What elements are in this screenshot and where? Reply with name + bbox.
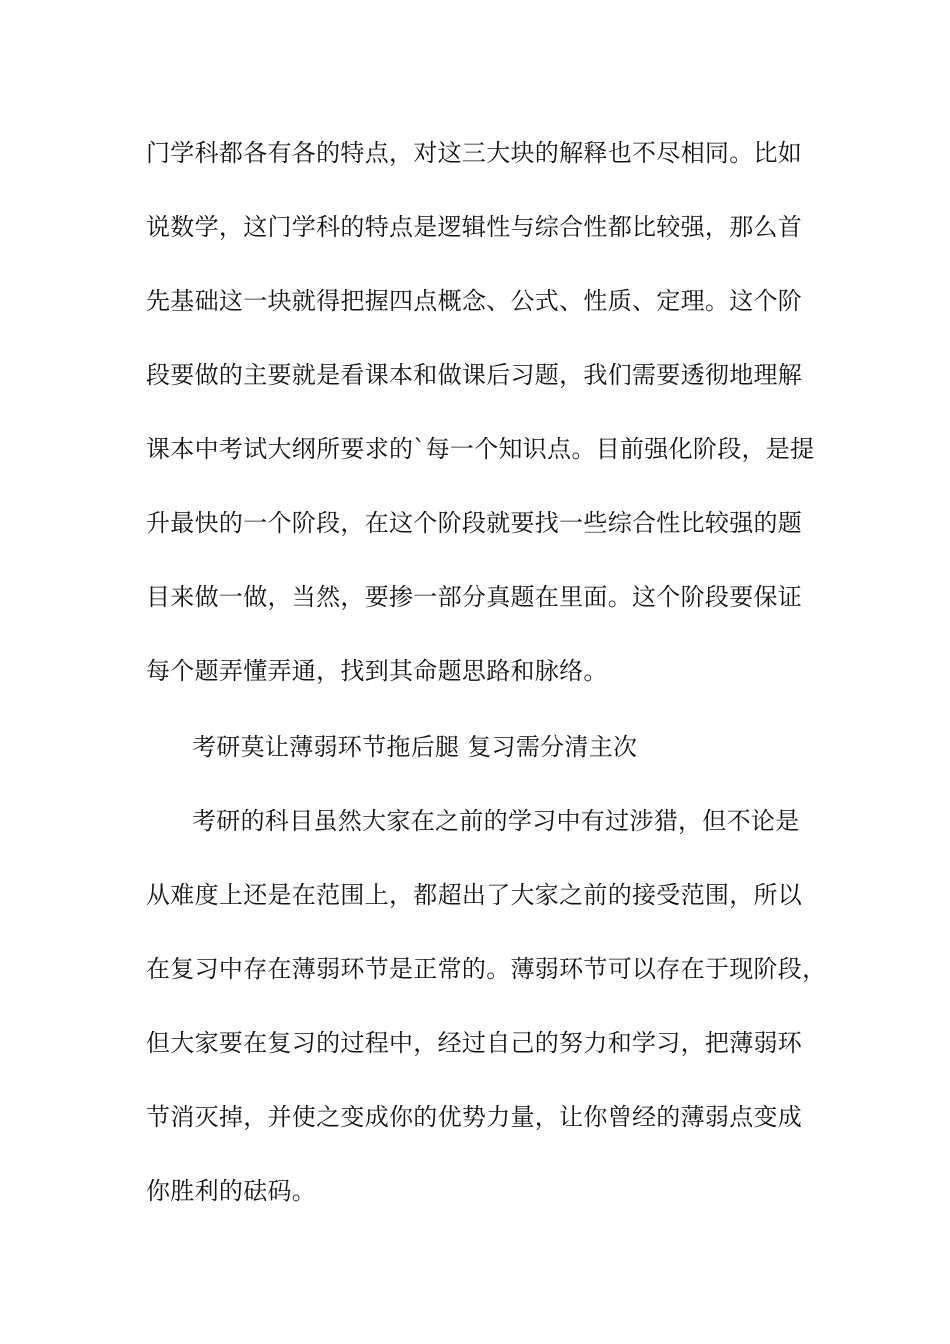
paragraph-2-line-5: 节消灭掉，并使之变成你的优势力量，让你曾经的薄弱点变成 (146, 1103, 803, 1131)
paragraph-2-line-4: 但大家要在复习的过程中，经过自己的努力和学习，把薄弱环 (146, 1029, 803, 1057)
section-heading: 考研莫让薄弱环节拖后腿 复习需分清主次 (192, 733, 638, 761)
paragraph-2-line-3: 在复习中存在薄弱环节是正常的。薄弱环节可以存在于现阶段， (146, 955, 827, 983)
paragraph-1-line-1: 门学科都各有各的特点，对这三大块的解释也不尽相同。比如 (146, 139, 803, 167)
paragraph-1-line-7: 目来做一做，当然，要掺一部分真题在里面。这个阶段要保证 (146, 583, 803, 611)
paragraph-1-line-8: 每个题弄懂弄通，找到其命题思路和脉络。 (146, 657, 608, 685)
paragraph-1-line-3: 先基础这一块就得把握四点概念、公式、性质、定理。这个阶 (146, 287, 803, 315)
paragraph-1-line-2: 说数学，这门学科的特点是逻辑性与综合性都比较强，那么首 (146, 213, 803, 241)
paragraph-2-line-2: 从难度上还是在范围上，都超出了大家之前的接受范围，所以 (146, 881, 803, 909)
paragraph-1-line-6: 升最快的一个阶段，在这个阶段就要找一些综合性比较强的题 (146, 509, 803, 537)
paragraph-1-line-4: 段要做的主要就是看课本和做课后习题，我们需要透彻地理解 (146, 361, 803, 389)
paragraph-1-line-5: 课本中考试大纲所要求的`每一个知识点。目前强化阶段，是提 (146, 435, 815, 463)
paragraph-2-line-6: 你胜利的砝码。 (146, 1177, 317, 1205)
paragraph-2-line-1: 考研的科目虽然大家在之前的学习中有过涉猎，但不论是 (192, 807, 800, 835)
